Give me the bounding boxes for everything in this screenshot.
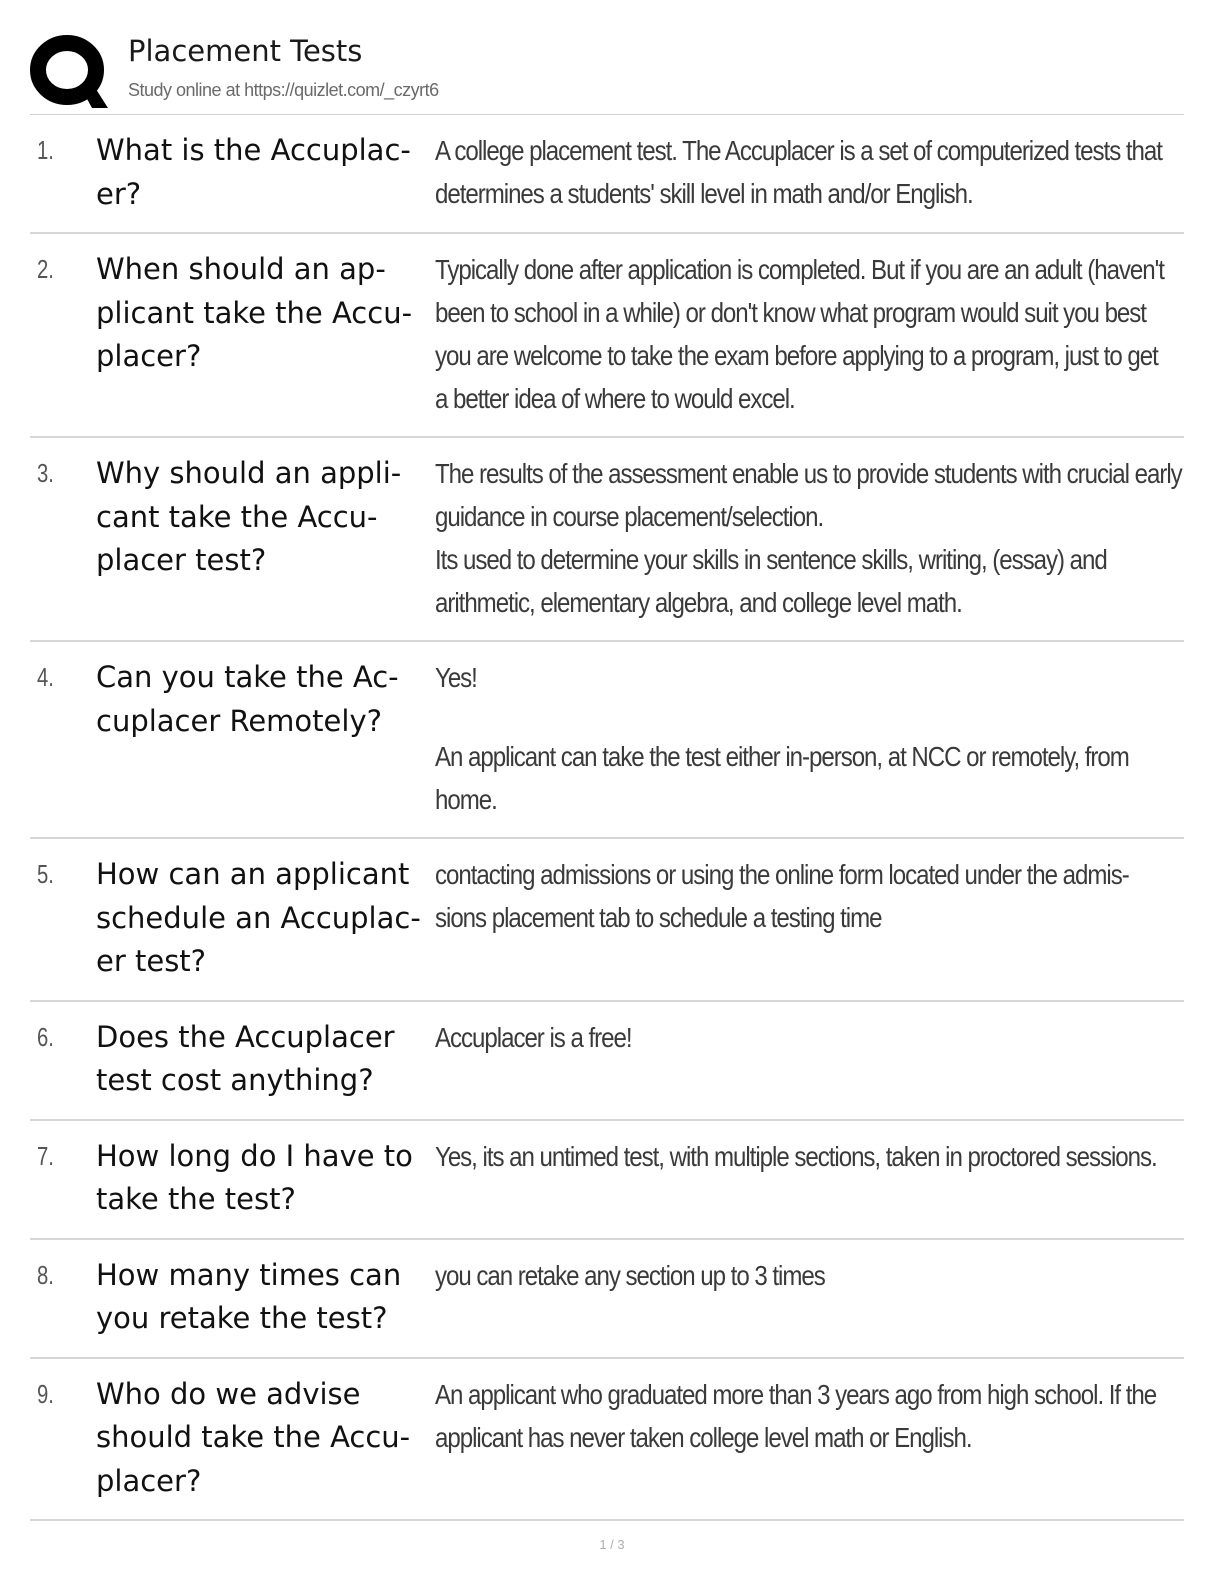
term-line: Why should an appli- [96, 456, 402, 490]
term-line: Does the Accuplacer [96, 1019, 395, 1054]
card-number: 1. [37, 135, 54, 165]
term-line: placer? [96, 1463, 202, 1498]
definition-line: home. [435, 784, 497, 815]
flashcard-row [30, 234, 1184, 438]
card-definition [435, 853, 1180, 939]
card-definition [435, 1135, 1180, 1178]
term-line: What is the Accuplac- [96, 133, 411, 167]
page-header [30, 28, 1184, 114]
term-line: er test? [96, 944, 207, 978]
term-line: placer? [96, 339, 202, 373]
definition-gap [435, 699, 1180, 735]
term-line: schedule an Accuplac- [96, 900, 421, 935]
card-number: 9. [37, 1378, 54, 1409]
term-line: How many times can [96, 1257, 402, 1292]
definition-line: applicant has never taken college level math or English. [435, 1421, 972, 1453]
flashcard-row [30, 115, 1184, 234]
term-line: cant take the Accu- [96, 499, 378, 534]
flashcard-row [30, 1240, 1184, 1359]
term-line: When should an ap- [96, 252, 386, 286]
set-title: Placement Tests [128, 34, 363, 68]
term-line: Can you take the Ac- [96, 660, 399, 694]
definition-line: Its used to determine your skills in sentence skills, writing, (essay) and [435, 544, 1107, 575]
definition-line: An applicant can take the test either in-person, at NCC or remotely, from [435, 741, 1129, 772]
card-number: 4. [37, 662, 54, 692]
term-line: should take the Accu- [96, 1420, 411, 1454]
card-number: 5. [37, 859, 54, 889]
card-definition [435, 248, 1180, 420]
quizlet-q-logo [30, 32, 110, 112]
term-line: placer test? [96, 543, 267, 577]
flashcard-row [30, 642, 1184, 839]
term-line: Who do we advise [96, 1376, 361, 1411]
card-number: 3. [37, 458, 54, 488]
definition-line: Typically done after application is completed. But if you are an adult (haven't [435, 254, 1164, 285]
flashcard-row [30, 1002, 1184, 1121]
flashcard-row [30, 1121, 1184, 1240]
flashcard-row [30, 438, 1184, 642]
definition-line: Accuplacer is a free! [435, 1021, 632, 1053]
term-line: test cost anything? [96, 1063, 374, 1097]
definition-line: Yes! [435, 662, 477, 693]
definition-line: A college placement test. The Accuplacer is a set of computerized tests that [435, 135, 1162, 166]
card-term [96, 1135, 430, 1222]
definition-line: determines a students' skill level in math and/or English. [435, 178, 973, 209]
page-number: 1 / 3 [599, 1537, 625, 1552]
definition-line: Yes, its an untimed test, with multiple sections, taken in proctored sessions. [435, 1140, 1157, 1172]
definition-line: contacting admissions or using the online form located under the admis- [435, 859, 1129, 890]
card-term [96, 452, 430, 583]
card-term [96, 656, 430, 743]
card-definition [435, 1254, 1180, 1297]
card-number: 8. [37, 1259, 54, 1290]
card-definition [435, 1373, 1180, 1459]
term-line: How long do I have to [96, 1138, 413, 1173]
card-term [96, 1016, 430, 1103]
definition-line: guidance in course placement/selection. [435, 501, 824, 532]
term-line: er? [96, 176, 142, 211]
definition-line: a better idea of where to would excel. [435, 383, 795, 414]
flashcard-list [30, 115, 1184, 1521]
term-line: How can an applicant [96, 857, 410, 891]
card-number: 7. [37, 1140, 54, 1171]
card-term [96, 248, 430, 379]
definition-line: you can retake any section up to 3 times [435, 1259, 825, 1291]
definition-line: been to school in a while) or don't know what program would suit you best [435, 297, 1146, 328]
card-number: 2. [37, 254, 54, 284]
card-number: 6. [37, 1021, 54, 1052]
flashcard-row [30, 1359, 1184, 1522]
term-line: you retake the test? [96, 1301, 388, 1335]
definition-line: arithmetic, elementary algebra, and college level math. [435, 587, 962, 618]
card-definition [435, 129, 1180, 215]
flashcard-row [30, 839, 1184, 1002]
study-online-link[interactable]: Study online at https://quizlet.com/_czyrt6 [128, 80, 439, 100]
definition-line: The results of the assessment enable us to provide students with crucial early [435, 458, 1182, 489]
card-definition [435, 452, 1180, 624]
definition-line: you are welcome to take the exam before applying to a program, just to get [435, 340, 1158, 371]
card-term [96, 853, 430, 984]
card-term [96, 1373, 430, 1504]
definition-line: An applicant who graduated more than 3 years ago from high school. If the [435, 1378, 1157, 1410]
card-term [96, 1254, 430, 1341]
card-definition [435, 1016, 1180, 1059]
definition-line: sions placement tab to schedule a testing time [435, 902, 882, 933]
card-definition [435, 656, 1180, 821]
term-line: cuplacer Remotely? [96, 703, 382, 738]
term-line: take the test? [96, 1182, 296, 1216]
term-line: plicant take the Accu- [96, 295, 413, 330]
card-term [96, 129, 430, 216]
